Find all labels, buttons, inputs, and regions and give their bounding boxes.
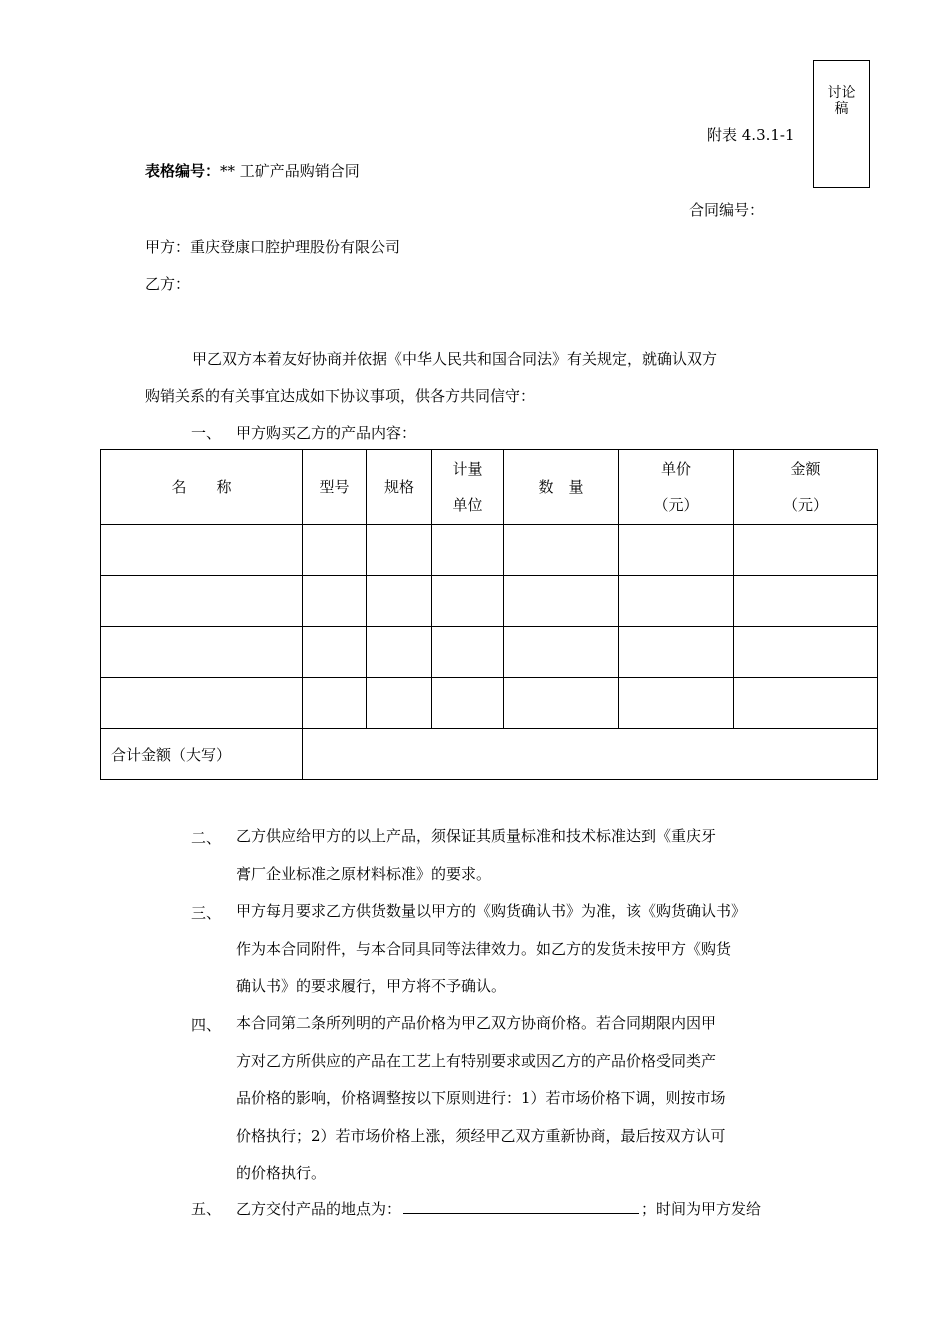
table-row [101, 576, 878, 627]
table-cell[interactable] [303, 627, 367, 678]
clause-4-text [236, 1005, 726, 1193]
clause-2-text [236, 818, 716, 893]
table-cell[interactable] [367, 576, 432, 627]
clause-3-line: 作为本合同附件，与本合同具同等法律效力。如乙方的发货未按甲方《购货 [236, 939, 732, 958]
clause-4-number: 四、 [191, 1016, 222, 1034]
header-amount-l2: （元） [782, 496, 828, 514]
party-b: 乙方： [145, 275, 191, 293]
intro-line-1: 甲乙双方本着友好协商并依据《中华人民共和国合同法》有关规定，就确认双方 [192, 350, 718, 368]
table-cell[interactable] [619, 576, 734, 627]
header-unit [432, 450, 504, 525]
clause-4-line: 本合同第二条所列明的产品价格为甲乙双方协商价格。若合同期限内因甲 [236, 1014, 717, 1032]
table-cell[interactable] [504, 627, 619, 678]
clause-3-line: 甲方每月要求乙方供货数量以甲方的《购货确认书》为准，该《购货确认书》 [236, 902, 747, 920]
clause-1-text: 甲方购买乙方的产品内容： [236, 424, 417, 442]
table-cell[interactable] [619, 525, 734, 576]
intro-line-2: 购销关系的有关事宜达成如下协议事项，供各方共同信守： [145, 387, 536, 405]
clause-4-line: 品价格的影响，价格调整按以下原则进行：1）若市场价格下调，则按市场 [236, 1089, 726, 1107]
draft-stamp-box [813, 60, 870, 188]
table-cell[interactable] [367, 627, 432, 678]
table-row [101, 525, 878, 576]
header-price-l2: （元） [653, 496, 699, 514]
table-cell[interactable] [504, 525, 619, 576]
clause-4-line: 方对乙方所供应的产品在工艺上有特别要求或因乙方的产品价格受同类产 [236, 1051, 717, 1070]
table-cell[interactable] [734, 576, 878, 627]
header-price [619, 450, 734, 525]
header-name: 名 称 [101, 450, 303, 525]
table-cell[interactable] [432, 576, 504, 627]
draft-stamp-line2: 稿 [834, 101, 849, 117]
appendix-label: 附表 4.3.1-1 [707, 126, 795, 144]
table-cell[interactable] [303, 678, 367, 729]
clause-3-number: 三、 [191, 904, 222, 922]
clause-5-number: 五、 [191, 1200, 222, 1218]
header-spec: 规格 [367, 450, 432, 525]
clause-4-line: 的价格执行。 [236, 1164, 327, 1182]
table-cell[interactable] [432, 678, 504, 729]
form-number [145, 160, 360, 181]
clause-5-text [236, 1198, 761, 1219]
delivery-location-blank[interactable] [403, 1199, 639, 1214]
form-number-label: 表格编号： [145, 162, 221, 180]
table-total-row [101, 729, 878, 780]
total-amount-label: 合计金额（大写） [101, 729, 303, 780]
header-model: 型号 [303, 450, 367, 525]
product-table [100, 449, 878, 780]
clause-1-number: 一、 [191, 424, 222, 442]
table-cell[interactable] [432, 627, 504, 678]
table-cell[interactable] [504, 678, 619, 729]
clause-2-line: 膏厂企业标准之原材料标准》的要求。 [236, 864, 492, 883]
table-cell[interactable] [303, 525, 367, 576]
table-cell[interactable] [734, 525, 878, 576]
header-unit-l1: 计量 [452, 460, 483, 478]
table-cell[interactable] [734, 678, 878, 729]
clause-2-line: 乙方供应给甲方的以上产品，须保证其质量标准和技术标准达到《重庆牙 [236, 827, 717, 845]
draft-stamp-line1: 讨论 [827, 85, 856, 101]
header-unit-l2: 单位 [452, 496, 483, 514]
table-cell[interactable] [619, 627, 734, 678]
total-amount-cell[interactable] [303, 729, 878, 780]
contract-number-label: 合同编号： [689, 201, 765, 219]
table-cell[interactable] [101, 627, 303, 678]
header-price-l1: 单价 [660, 460, 691, 478]
table-header-row [101, 450, 878, 525]
table-cell[interactable] [101, 576, 303, 627]
table-cell[interactable] [303, 576, 367, 627]
table-row [101, 678, 878, 729]
clause-5-post: ；时间为甲方发给 [641, 1200, 762, 1218]
clause-3-line: 确认书》的要求履行，甲方将不予确认。 [236, 977, 507, 995]
table-cell[interactable] [619, 678, 734, 729]
table-cell[interactable] [504, 576, 619, 627]
clause-5-pre: 乙方交付产品的地点为： [236, 1200, 402, 1218]
party-a: 甲方：重庆登康口腔护理股份有限公司 [145, 238, 401, 256]
clause-3-text [236, 893, 746, 1006]
header-qty: 数 量 [504, 450, 619, 525]
table-cell[interactable] [101, 525, 303, 576]
table-cell[interactable] [367, 525, 432, 576]
table-cell[interactable] [101, 678, 303, 729]
header-amount [734, 450, 878, 525]
clause-4-line: 价格执行；2）若市场价格上涨，须经甲乙双方重新协商，最后按双方认可 [236, 1126, 726, 1145]
table-row [101, 627, 878, 678]
table-cell[interactable] [367, 678, 432, 729]
clause-2-number: 二、 [191, 829, 222, 847]
table-cell[interactable] [734, 627, 878, 678]
table-cell[interactable] [432, 525, 504, 576]
header-amount-l1: 金额 [790, 460, 821, 478]
form-number-value: ** 工矿产品购销合同 [220, 162, 360, 180]
